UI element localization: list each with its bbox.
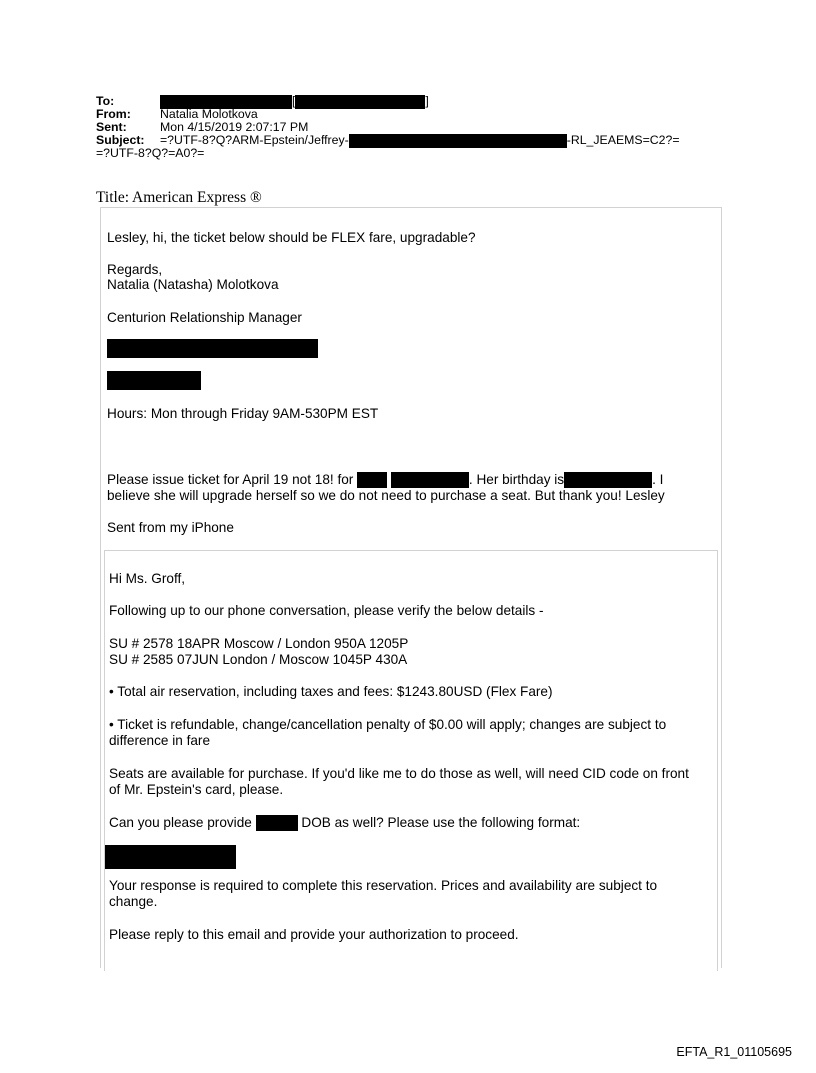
to-bracket-open: [ bbox=[292, 94, 296, 108]
subject-label: Subject: bbox=[96, 133, 145, 147]
redaction-block bbox=[349, 134, 567, 148]
seats-line-2: of Mr. Epstein's card, please. bbox=[109, 782, 284, 797]
dob-part2: DOB as well? Please use the following format: bbox=[301, 815, 581, 830]
fare-bullet: • Total air reservation, including taxes and fees: $1243.80USD (Flex Fare) bbox=[109, 684, 553, 699]
subject-part2: -RL_JEAEMS=C2?= bbox=[566, 133, 680, 147]
authorization-text: Please reply to this email and provide your authorization to proceed. bbox=[109, 927, 519, 942]
from-value: Natalia Molotkova bbox=[160, 107, 258, 121]
body-greeting: Lesley, hi, the ticket below should be FLEX fare, upgradable? bbox=[107, 230, 476, 245]
redaction-block bbox=[357, 472, 387, 488]
response-line-2: change. bbox=[109, 894, 158, 909]
refund-bullet-line-1: • Ticket is refundable, change/cancellation penalty of $0.00 will apply; changes are subject to bbox=[109, 717, 667, 732]
flight-line-1: SU # 2578 18APR Moscow / London 950A 1205P bbox=[109, 636, 409, 651]
dob-request bbox=[109, 815, 580, 831]
email-header bbox=[96, 95, 680, 160]
sent-value: Mon 4/15/2019 2:07:17 PM bbox=[160, 120, 309, 134]
dob-part1: Can you please provide bbox=[109, 815, 252, 830]
to-bracket-close: ] bbox=[425, 94, 429, 108]
subject-line2 bbox=[96, 147, 680, 160]
body-regards: Regards, bbox=[107, 262, 163, 277]
redaction-block bbox=[564, 472, 652, 488]
redaction-block bbox=[256, 815, 298, 831]
reply-part3: . I bbox=[652, 472, 664, 487]
reply-part2: . Her birthday is bbox=[468, 472, 565, 487]
redaction-block bbox=[107, 371, 201, 390]
seats-line-1: Seats are available for purchase. If you'd like me to do those as well, will need CID code on front bbox=[109, 766, 689, 781]
page-title: Title: American Express ® bbox=[96, 189, 262, 206]
flight-line-2: SU # 2585 07JUN London / Moscow 1045P 430A bbox=[109, 652, 408, 667]
quoted-greeting: Hi Ms. Groff, bbox=[109, 571, 186, 586]
hours-text: Hours: Mon through Friday 9AM-530PM EST bbox=[107, 406, 379, 421]
redaction-block bbox=[391, 472, 469, 488]
document-id: EFTA_R1_01105695 bbox=[676, 1045, 792, 1059]
response-line-1: Your response is required to complete this reservation. Prices and availability are subject to bbox=[109, 878, 658, 893]
subject-continuation: =?UTF-8?Q?=A0?= bbox=[96, 146, 205, 160]
refund-bullet-line-2: difference in fare bbox=[109, 733, 211, 748]
subject-part1: =?UTF-8?Q?ARM-Epstein/Jeffrey- bbox=[160, 133, 349, 147]
reply-part1: Please issue ticket for April 19 not 18! for bbox=[107, 472, 354, 487]
reply-line-2: believe she will upgrade herself so we do not need to purchase a seat. But thank you! Lesley bbox=[107, 488, 665, 503]
signature-role: Centurion Relationship Manager bbox=[107, 310, 302, 325]
sent-label: Sent: bbox=[96, 120, 127, 134]
sent-from-text: Sent from my iPhone bbox=[107, 520, 234, 535]
redaction-block bbox=[105, 845, 236, 869]
from-label: From: bbox=[96, 107, 131, 121]
reply-line-1 bbox=[107, 472, 663, 488]
signature-name: Natalia (Natasha) Molotkova bbox=[107, 277, 279, 292]
quoted-intro: Following up to our phone conversation, please verify the below details - bbox=[109, 603, 544, 618]
to-label: To: bbox=[96, 94, 115, 108]
redaction-block bbox=[107, 339, 318, 358]
redaction-block bbox=[295, 95, 425, 109]
